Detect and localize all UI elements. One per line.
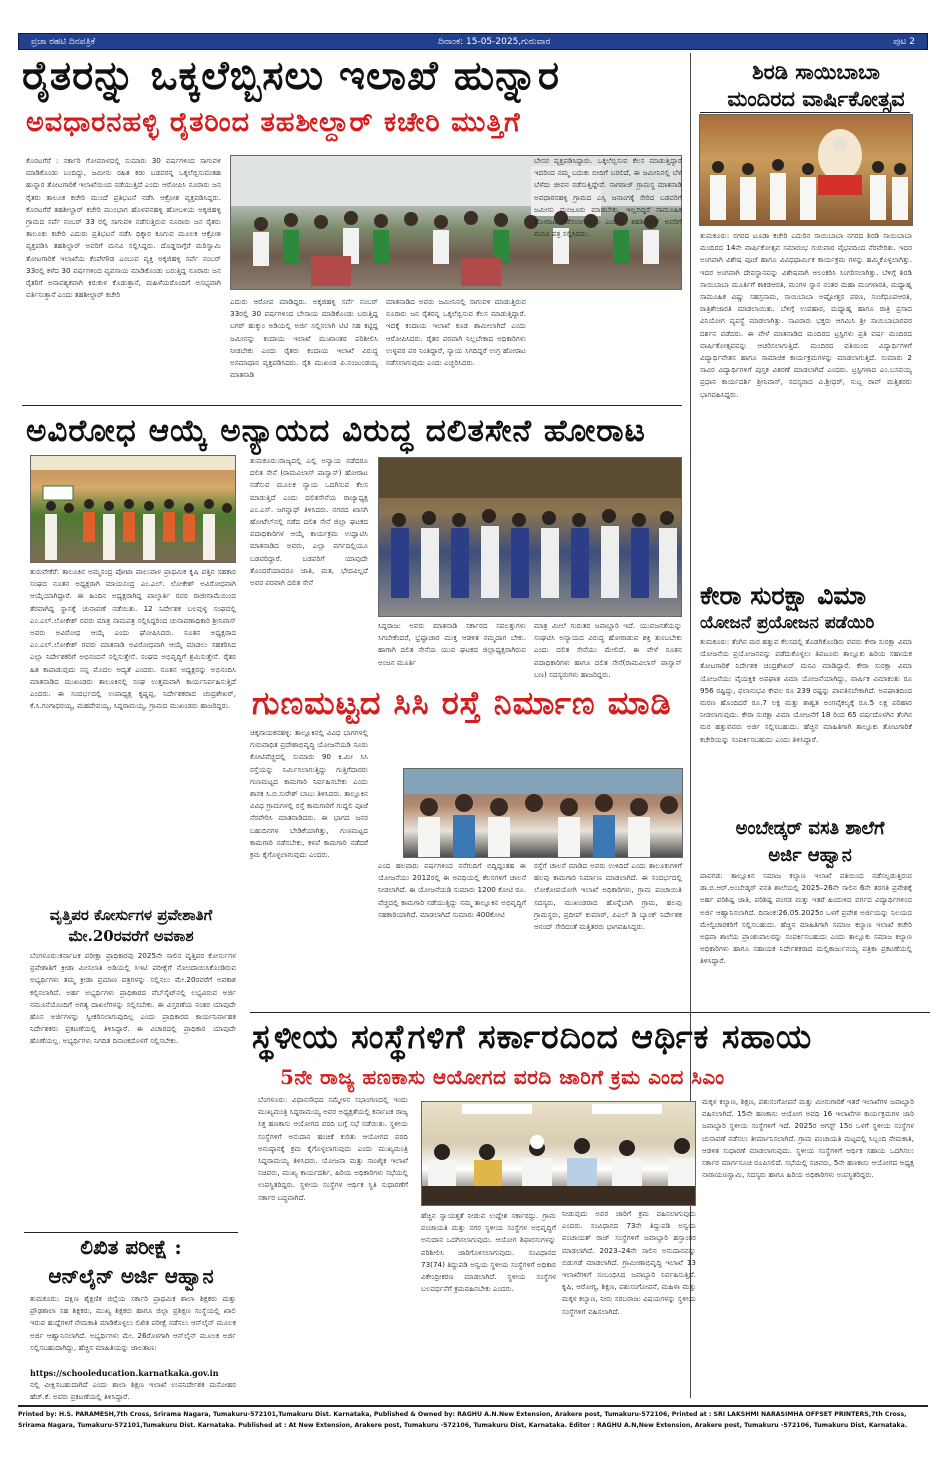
finance-col2: ಹೆಚ್ಚಿನ ಸ್ವಾಯತ್ತತೆ ನೀಡುವ ಉದ್ದೇಶ ಸರ್ಕಾರದ್ದು. ಗ್ರಾಮ ಪಂಚಾಯತಿ ಮತ್ತು ನಗರ ಸ್ಥಳೀಯ ಸಂಸ್ಥೆಗಳ ಅಭಿವೃದ್ಧಿಗೆ ಅನುದಾನ ಒದಗಿಸಲಾಗುವುದು. ಆಯೋಗ ಶಿಫಾರಸುಗಳನ್ನು ಪರಿಶೀಲಿಸಿ ಜಾರಿಗೊಳಿಸಲಾಗುವುದು. ಸಂವಿಧಾನದ 73(74) ತಿದ್ದುಪಡಿ ಅನ್ವಯ ಸ್ಥಳೀಯ ಸಂಸ್ಥೆಗಳಿಗೆ ಅಧಿಕಾರ ವಿಕೇಂದ್ರೀಕರಣ ಮಾಡಲಾಗಿದೆ. ಸ್ಥಳೀಯ ಸಂಸ್ಥೆಗಳ ಬಲವರ್ಧನೆಗೆ ಕ್ರಮವಹಿಸಬೇಕು ಎಂದರು. xyxy=(421,1211,556,1294)
kera-body: ತುಮಕೂರು: ತೆಂಗಿನ ಮರ ಹತ್ತುವ ಕೆಲಸದಲ್ಲಿ ತೊಡಗಿಕೊಂಡಿರು ವವರು ಕೇರಾ ಸುರಕ್ಷಾ ವಿಮಾ ಯೋಜನೆಯ ಪ್ರಯೋಜನವನ್ನು ಪಡೆದುಕೊಳ್ಳಲು ತಿಪಟೂರು ತಾಲ್ಲೂಕು ಹಿರಿಯ ಸಹಾಯಕ ತೋಟಗಾರಿಕೆ ನಿರ್ದೇಶಕ ಚಂದ್ರಶೇಖರ್ ಮನವಿ ಮಾಡಿದ್ದಾರೆ. ಕೇರಾ ಸುರಕ್ಷಾ ವಿಮಾ ಯೋಜನೆಯು ವೈಯಕ್ತಿಕ ಅಪಘಾತ ವಿಮಾ ಯೋಜನೆಯಾಗಿದ್ದು, ವಾರ್ಷಿಕ ವಿಮಾಕಂತು ರೂ 956 ರಷ್ಟಿದ್ದು, ಫಲಾನುಭವಿ ಕೇವಲ ರೂ 239 ರಷ್ಟನ್ನು ಪಾವತಿಸಬೇಕಾಗಿದೆ. ಅಪಘಾತದಿಂದ ಮರಣ ಹೊಂದಿದರೆ ರೂ.7 ಲಕ್ಷ ಮತ್ತು ಶಾಶ್ವತ ಅಂಗವೈಕಲ್ಯಕ್ಕೆ ರೂ.5 ಲಕ್ಷ ಪರಿಹಾರ ನೀಡಲಾಗುವುದು. ಕೇರಾ ಸುರಕ್ಷಾ ವಿಮಾ ಯೋಜನೆಗೆ 18 ರಿಂದ 65 ವರ್ಷದೊಳಗಿನ ತೆಂಗಿನ ಮರ ಹತ್ತುವವರು ಅರ್ಜಿ ಸಲ್ಲಿಸಬಹುದು. ಹೆಚ್ಚಿನ ಮಾಹಿತಿಗಾಗಿ ತಾಲ್ಲೂಕು ತೋಟಗಾರಿಕೆ ಕಚೇರಿಯನ್ನು ಸಂಪರ್ಕಿಸಬಹುದು ಎಂದು ತಿಳಿಸಿದ್ದಾರೆ. xyxy=(700,637,912,744)
farmers-col4: ಬೇಸರ ವ್ಯಕ್ತಪಡಿಸಿದ್ದಾರು. ಒಕ್ಕಲೆಬ್ಬಿಸುವ ಕೆಲಸ ಮಾಡುತ್ತಿದ್ದಾರೆ ಇದರಿಂದ ನಮ್ಮ ಬದುಕು ಬೀದಿಗೆ ಬರಲಿದೆ, ಈ ಜಮೀನಿನಲ್ಲಿ ಬೆಳೆ ಬೆಳೆದು ಜೀವನ ನಡೆಸುತ್ತಿದ್ದೇವೆ. ನಾಗರಾಜ್ ಗ್ರಾಮಸ್ಥ ಮಾತನಾಡಿ ಅವಧಾರನಹಳ್ಳಿ ಗ್ರಾಮದ ಎಸ್ಸಿ ಜನಾಂಗಕ್ಕೆ ಸೇರಿದ ಬಡವರಿಗೆ ಜಮೀನು ಮಂಜೂರು ಮಾಡಬೇಕು, ಇಲ್ಲದಿದ್ದರೆ ಸಾಮೂಹಿಕ ಹೋರಾಟ ನಡೆಸಲಾಗುವುದು ಎಂದರು. ತಹಶೀಲ್ದಾರ್ ಅವರಿಗೆ ಮನವಿ ಪತ್ರ ಸಲ್ಲಿಸಿದರು. xyxy=(534,156,682,239)
imprint-line-2: Srirama Nagara, Tumakuru-572101,Tumakuru Dist. Karnataka. Published at : At New Extension, Arakere post, Tumakuru -572106, Tumakuru Dist, Karnataka. Editor : RAGHU A.N,New Extension, Arakere post, Tumakuru -572106, Tumakuru Dist, Karnataka. xyxy=(18,1422,908,1429)
ambedkar-headline-1: ಅಂಬೇಡ್ಕರ್ ವಸತಿ ಶಾಲೆಗೆ xyxy=(735,818,885,839)
ambedkar-body: ಪಾವಗಡ: ತಾಲ್ಲೂಕಿನ ಸಮಾಜ ಕಲ್ಯಾಣ ಇಲಾಖೆ ವತಿಯಿಂದ ನಡೆಸಲ್ಪಡುತ್ತಿರುವ ಡಾ.ಬಿ.ಆರ್.ಅಂಬೇಡ್ಕರ್ ವಸತಿ ಶಾಲೆಯಲ್ಲಿ 2025–26ನೇ ಸಾಲಿನ 6ನೇ ತರಗತಿ ಪ್ರವೇಶಕ್ಕೆ ಅರ್ಹ ಪರಿಶಿಷ್ಟ ಜಾತಿ, ಪರಿಶಿಷ್ಟ ಪಂಗಡ ಮತ್ತು ಇತರೆ ಹಿಂದುಳಿದ ವರ್ಗದ ವಿದ್ಯಾರ್ಥಿಗಳಿಂದ ಅರ್ಜಿ ಆಹ್ವಾನಿಸಲಾಗಿದೆ. ದಿನಾಂಕ:26.05.2025ರ ಒಳಗೆ ಪ್ರವೇಶ ಅರ್ಜಿಯನ್ನು ನಿಲಯದ ಮೇಲ್ವಿಚಾರಕರಿಗೆ ಸಲ್ಲಿಸಬಹುದು. ಹೆಚ್ಚಿನ ಮಾಹಿತಿಗಾಗಿ ಸಮಾಜ ಕಲ್ಯಾಣ ಇಲಾಖೆ ಕಚೇರಿ ಅಥವಾ ಶಾಲೆಯ ಪ್ರಾಂಶುಪಾಲರನ್ನು ಸಂಪರ್ಕಿಸಬಹುದು ಎಂದು ತಾಲ್ಲೂಕು ಸಮಾಜ ಕಲ್ಯಾಣ ಅಧಿಕಾರಿಗಳು ಹಾಗೂ ಸಹಾಯಕ ನಿರ್ದೇಶಕರಾದ ಮಲ್ಲಿಕಾರ್ಜುನಯ್ಯ ಪತ್ರಿಕಾ ಪ್ರಕಟಣೆಯಲ್ಲಿ ತಿಳಿಸಿದ್ದಾರೆ. xyxy=(700,871,912,966)
garland-group-illustration xyxy=(31,456,236,563)
road-inauguration-photo xyxy=(403,768,683,858)
dalit-col3: ಸಿದ್ದರಾಜು ಅವರು ಮಾತನಾಡಿ ಸರ್ಕಾರದ ಸವಲತ್ತುಗಳು ಸಿಗಬೇಕೆಂದರೆ, ಭ್ರಷ್ಟಾಚಾರ ಮುಕ್ತ ಆಡಳಿತ ನಮ್ಮದಾಗ ಬೇಕು. ಹಾಗಾಗಿ ದಲಿತ ಸೇನೆಯ ಯುವ ಘಟಕದ ಜಿಲ್ಲಾಧ್ಯಕ್ಷರಾಗಿರುವ ಅಂಜನ ಮೂರ್ತಿ xyxy=(378,621,526,667)
dalit-col4: ಮಾತ್ರ ಮೀಲೆ ಗುರುತರ ಜವಾಬ್ದಾರಿ ಇದೆ. ಯುವಜನತೆಯನ್ನು ಸಂಘಟಿಸಿ ಅನ್ಯಾಯದ ವಿರುದ್ಧ ಹೋರಾಡುವ ಶಕ್ತಿ ತುಂಬಬೇಕು ಎಂದು ದಲಿತ ಸೇನೆಯು ಮೇಲಿದೆ. ಈ ವೇಳೆ ನೂತನ ಪದಾಧಿಕಾರಿಗಳು ಹಾಗೂ ದಲಿತ ಸೇನೆ(ರಾಮವಿಲಾಸ್ ಪಾಸ್ವಾನ್ ಬಣ) ಸದಸ್ಯರುಗಳು ಹಾಜರಿದ್ದರು. xyxy=(534,621,682,679)
shirdi-temple-photo xyxy=(699,114,913,226)
finance-rule xyxy=(250,1012,930,1013)
farmers-col3: ಮಾತನಾಡಿದ ಅವರು ಜಮೀನಿನಲ್ಲಿ ಸಾಗುವಳಿ ಮಾಡುತ್ತಿರುವ ನೂರಾರು ಜನ ರೈತರನ್ನ ಒಕ್ಕಲೆಬ್ಬಿಸುವ ಕೆಲಸ ಮಾಡುತ್ತಿದ್ದಾರೆ. ಇದಕ್ಕೆ ಕಂದಾಯ ಇಲಾಖೆ ಕೂಡ ಶಾಮೀಲಾಗಿದೆ ಎಂದು ಆರೋಪಿಸಿದರು. ರೈತರ ಪರವಾಗಿ ನಿಲ್ಲಬೇಕಾದ ಅಧಿಕಾರಿಗಳು ಉಳ್ಳವರ ಪರ ನಿಂತಿದ್ದಾರೆ, ನ್ಯಾಯ ಸಿಗದಿದ್ದರೆ ಉಗ್ರ ಹೋರಾಟ ನಡೆಸಲಾಗುವುದು ಎಂದು ಎಚ್ಚರಿಸಿದರು. xyxy=(386,297,526,368)
farmers-col1: ಕೊರಟಗೆರೆ : ಸರ್ಕಾರಿ ಗೋಮಾಳದಲ್ಲಿ ಸುಮಾರು 30 ವರ್ಷಗಳಿಂದ ಸಾಗುವಳಿ ಮಾಡಿಕೊಂಡು ಬಂದಿದ್ದು, ಜಮೀನು ರಹಿತ ಕಡು ಬಡವರನ್ನ ಒಕ್ಕಲೆಬ್ಬಿಸುವಂತಹ ಹುನ್ನಾರ ತೋಟಗಾರಿಕೆ ಇಲಾಖೆಯಿಂದ ನಡೆಯುತ್ತಿದೆ ಎಂದು ಆರೋಪಿಸಿ ನೂರಾರು ಜನ ರೈತರು ತಾಲೂಕ ಕಚೇರಿ ಮುಂದೆ ಪ್ರತಿಭಟನೆ ನಡೆಸಿ ಆಕ್ರೋಶ ವ್ಯಕ್ತಪಡಿಸಿದ್ದರು. ಕೊರಟಗೆರೆ ತಹಶೀಲ್ದಾರ್ ಕಚೇರಿ ಮುಂಭಾಗ ಹೊಳವನಹಳ್ಳಿ ಹೋಬಳಿಯ ಅಕ್ಕಜಿಹಳ್ಳಿ ಗ್ರಾಮದ ಸರ್ವೆ ನಂಬರ್ 33 ರಲ್ಲಿ ಸಾಗುವಳಿ ನಡೆಸುತ್ತಿರುವ ನೂರಾರು ಜನ ರೈತರು ತಾಲೂಕು ಕಚೇರಿ ಎದುರು ಪ್ರತಿಭಟನೆ ನಡೆಸಿ ಧಿಕ್ಕಾರ ಕೂಗುವ ಮೂಲಕ ಆಕ್ರೋಶ ವ್ಯಕ್ತಪಡಿಸಿ ತಹಶಿಲ್ದಾರ್ ಅವರಿಗೆ ಮನವಿ ಸಲ್ಲಿಸಿದ್ದರು. ದೊಡ್ಡಸಾಗ್ಗೆರೆ ಮರಿಸ್ವಾಮಿ ತೋಟಗಾರಿಕೆ ಇಲಾಖೆಯ ಕೆಂಪೇಗೌಡ ಎಂಬುವ ವ್ಯಕ್ತಿ ಅಕ್ಕಜಿಹಳ್ಳಿ ಸರ್ವೆ ನಂಬರ್ 33ರಲ್ಲಿ ಕಳೆದ 30 ವರ್ಷಗಳಿಂದ ವ್ಯವಸಾಯ ಮಾಡಿಕೊಂಡು ಬರುತ್ತಿದ್ದ ನೂರಾರು ಜನ ರೈತರಿಗೆ ಅನಾವಶ್ಯಕವಾಗಿ ಕಿರುಕುಳ ಕೊಡುತ್ತಾನೆ, ಮಹಿಳೆಯರೊಂದಿಗೆ ಅಸಭ್ಯವಾಗಿ ವರ್ತಿಸುತ್ತಾನೆ ಎಂದು ತಹಶೀಲ್ದಾರ್ ಕಚೇರಿ xyxy=(26,156,221,300)
dalit-col1: ತುರುವೇಕೆರೆ: ತಾಲೂಕಿನ ಅಮ್ಮಸಂದ್ರ ಪೋಟಾ ಪಾಲುವಾಳ ಪ್ರಾಥಮಿಕ ಕೃಷಿ ಪತ್ತಿನ ಸಹಕಾರ ಸಂಘದ ನೂತನ ಅಧ್ಯಕ್ಷರಾಗಿ ಮಾಯಸಂದ್ರ ಎಂ.ಎಲ್. ಲೋಕೇಶ್ ಅವಿರೋಧವಾಗಿ ಆಯ್ಕೆಯಾಗಿದ್ದಾರೆ. ಈ ಹಿಂದಿನ ಅಧ್ಯಕ್ಷರಾಗಿದ್ದ ಪಾಲ್ಕಾರ್ತಿ ರವರ ರಾಜೀನಾಮೆಯಿಂದ ತೆರವಾಗಿದ್ದ ಸ್ಥಾನಕ್ಕೆ ಚುನಾವಣೆ ನಡೆಯಿತು. 12 ನಿರ್ದೇಶಕ ಬಲವುಳ್ಳ ಸಂಘದಲ್ಲಿ ಎಂ.ಎಲ್.ಲೋಕೇಶ್ ರವರು ಮಾತ್ರ ನಾಮಪತ್ರ ಸಲ್ಲಿಸಿದ್ದರಿಂದ ಚುನಾವಣಾಧಿಕಾರಿ ಶ್ರೀನಿವಾಸ್ ಅವರು ಅವಿರೋಧ ಆಯ್ಕೆ ಎಂದು ಘೋಷಿಸಿದರು. ನೂತನ ಅಧ್ಯಕ್ಷರಾದ ಎಂ.ಎಲ್.ಲೋಕೇಶ್ ರವರು ಮಾತನಾಡಿ ಅವಿರೋಧವಾಗಿ ಆಯ್ಕೆ ಮಾಡಲು ಸಹಕರಿಸಿದ ಎಲ್ಲಾ ನಿರ್ದೇಶಕರಿಗೆ ಅಭಿನಂದನೆ ಸಲ್ಲಿಸುತ್ತೇನೆ. ಸಂಘದ ಅಭಿವೃದ್ಧಿಗೆ ಶ್ರಮಿಸುತ್ತೇನೆ. ರೈತರ ಹಿತ ಕಾಪಾಡುವುದು ನನ್ನ ಮೊದಲ ಆದ್ಯತೆ ಎಂದರು. ನೂತನ ಅಧ್ಯಕ್ಷರನ್ನು ಅಭಿನಂದಿಸಿ ಮಾತನಾಡಿದ ಮುಖಂಡರು ತಾಲೂಕಿನಲ್ಲಿ ಸಂಘ ಉತ್ತಮವಾಗಿ ಕಾರ್ಯನಿರ್ವಹಿಸುತ್ತಿದೆ ಎಂದರು. ಈ ಸಂದರ್ಭದಲ್ಲಿ ಉಪಾಧ್ಯಕ್ಷ ಕೃಷ್ಣಪ್ಪ, ನಿರ್ದೇಶಕರಾದ ಚಂದ್ರಶೇಖರ್, ಕೆ.ಸಿ.ಗಂಗಾಧರಯ್ಯ, ಮಹದೇವಯ್ಯ, ಸಿದ್ದರಾಮಯ್ಯ, ಗ್ರಾಮದ ಮುಖಂಡರು ಹಾಜರಿದ್ದರು. xyxy=(30,567,236,711)
issue-date: ದಿನಾಂಕ: 15-05-2025,ಗುರುವಾರ xyxy=(438,36,551,47)
section-rule xyxy=(22,405,682,406)
exam-url-link[interactable]: https://schooleducation.karnatkaka.gov.in xyxy=(30,1368,219,1378)
dalit-headline: ಅವಿರೋಧ ಆಯ್ಕೆ ಅನ್ಯಾಯದ ವಿರುದ್ಧ ದಲಿತಸೇನೆ ಹೋರಾಟ xyxy=(26,413,646,449)
masthead-bar xyxy=(18,33,928,50)
ceremony-illustration xyxy=(404,769,683,858)
ambedkar-headline-2: ಅರ್ಜಿ ಆಹ್ವಾನ xyxy=(768,845,852,866)
dalit-sena-photo xyxy=(378,457,682,617)
dalit-col2: ತುಮಕೂರು:ರಾಜ್ಯದಲ್ಲಿ ಎಲ್ಲಿ ಅನ್ಯಾಯ ನಡೆದರೂ ದಲಿತ ಸೇನೆ (ರಾಮವಿಲಾಸ್ ಪಾಸ್ವಾನ್) ಹೋರಾಟ ನಡೆಸುವ ಮೂಲಕ ನ್ಯಾಯ ಒದಗಿಸುವ ಕೆಲಸ ಮಾಡುತ್ತಿದೆ ಎಂದು ದಲಿತಸೇನೆಯ ರಾಜ್ಯಾಧ್ಯಕ್ಷ ಎಂ.ಎಸ್. ಜಗನ್ನಾಥ್ ತಿಳಿಸಿದರು. ನಗರದ ಖಾಸಗಿ ಹೋಟೆಲ್‌ನಲ್ಲಿ ನಡೆದ ದಲಿತ ಸೇನೆ ಜಿಲ್ಲಾ ಘಟಕದ ಪದಾಧಿಕಾರಿಗಳ ಆಯ್ಕೆ ಕಾರ್ಯಕ್ರಮ ಉದ್ಘಾಟಿಸಿ ಮಾತನಾಡಿದ ಅವರು, ಎಲ್ಲಾ ವರ್ಗದಲ್ಲಿಯೂ ಬಡವರಿದ್ದಾರೆ. ಬಡವರಿಗೆ ಯಾವುದೇ ತೊಂದರೆಯಾದರೂ ಜಾತಿ, ಮತ, ಭೇದವಿಲ್ಲದೆ ಅವರ ಪರವಾಗಿ ದಲಿತ ಸೇನೆ xyxy=(250,456,368,588)
farmers-headline: ರೈತರನ್ನು ಒಕ್ಕಲೆಬ್ಬಿಸಲು ಇಲಾಖೆ ಹುನ್ನಾರ xyxy=(22,52,561,99)
vocational-body: ಬೆಂಗಳೂರು:ಕರ್ನಾಟಕ ಪರೀಕ್ಷಾ ಪ್ರಾಧಿಕಾರವು 2025ನೇ ಸಾಲಿನ ವೃತ್ತಿಪರ ಕೋರ್ಸುಗಳ ಪ್ರವೇಶಾತಿಗೆ ಕ್ರೀಡಾ ಮೀಸಲಾತಿ ಅಡಿಯಲ್ಲಿ ಸಿಇಟಿ ಪರೀಕ್ಷೆಗೆ ನೋಂದಾಯಿಸಿಕೊಂಡಿರುವ ಅಭ್ಯರ್ಥಿಗಳು ತಮ್ಮ ಕ್ರೀಡಾ ಪ್ರಮಾಣ ಪತ್ರಗಳನ್ನು ಸಲ್ಲಿಸಲು ಮೇ.20ರವರೆಗೆ ಅವಕಾಶ ಕಲ್ಪಿಸಲಾಗಿದೆ. ಅರ್ಹ ಅಭ್ಯರ್ಥಿಗಳು ಪ್ರಾಧಿಕಾರದ ವೆಬ್‌ಸೈಟ್‌ನಲ್ಲಿ ಲಭ್ಯವಿರುವ ಅರ್ಜಿ ನಮೂನೆಯೊಂದಿಗೆ ಅಗತ್ಯ ದಾಖಲೆಗಳನ್ನು ಸಲ್ಲಿಸಬೇಕು. ಈ ವಿಸ್ತರಣೆಯ ನಂತರ ಯಾವುದೇ ಹೊಸ ಅರ್ಜಿಗಳನ್ನು ಸ್ವೀಕರಿಸಲಾಗುವುದಿಲ್ಲ ಎಂದು ಪ್ರಾಧಿಕಾರದ ಕಾರ್ಯನಿರ್ವಾಹಕ ನಿರ್ದೇಶಕರು ಪ್ರಕಟಣೆಯಲ್ಲಿ ತಿಳಿಸಿದ್ದಾರೆ. ಈ ವಿಚಾರದಲ್ಲಿ ಪ್ರಾಧಿಕಾರ ಯಾವುದೇ ಹೊಣೆಯಲ್ಲ. ಅಭ್ಯರ್ಥಿಗಳು ನಿಗದಿತ ದಿನಾಂಕದೊಳಗೆ ಸಲ್ಲಿಸಬೇಕು. xyxy=(30,951,236,1046)
finance-col4: ಮಕ್ಕಳ ಕಲ್ಯಾಣ, ಶಿಕ್ಷಣ, ಪಶುಸಂಗೋಪನೆ ಮತ್ತು ಮೀನುಗಾರಿಕೆ ಇತರೆ ಇಲಾಖೆಗಳ ಜವಾಬ್ದಾರಿ ವಹಿಸಲಾಗಿದೆ. 15ನೇ ಹಣಕಾಸು ಆಯೋಗ ಅವಧಿ 16 ಇಲಾಖೆಗಳ ಕಾರ್ಯಕ್ರಮಗಳ ಜಾರಿ ಜವಾಬ್ದಾರಿ ಸ್ಥಳೀಯ ಸಂಸ್ಥೆಗಳಿಗೆ ಇದೆ. 2025ರ ಆಗಸ್ಟ್ 15ರ ಒಳಗೆ ಸ್ಥಳೀಯ ಸಂಸ್ಥೆಗಳ ಚುನಾವಣೆ ನಡೆಸಲು ತೀರ್ಮಾನಿಸಲಾಗಿದೆ. ಗ್ರಾಮ ಪಂಚಾಯತಿ ಮಟ್ಟದಲ್ಲಿ ಸಿಬ್ಬಂದಿ ನೇಮಕಾತಿ, ಆಡಳಿತ ಸುಧಾರಣೆ ಮಾಡಲಾಗುವುದು. ಸ್ಥಳೀಯ ಸಂಸ್ಥೆಗಳಿಗೆ ಆರ್ಥಿಕ ಸಹಾಯ ಒದಗಿಸಲು ಸರ್ಕಾರ ಮಾರ್ಗಸೂಚಿ ರೂಪಿಸಲಿದೆ. ಸಭೆಯಲ್ಲಿ ಸಚಿವರು, 5ನೇ ಹಣಕಾಸು ಆಯೋಗದ ಅಧ್ಯಕ್ಷ ನಾರಾಯಣಸ್ವಾಮಿ, ಸದಸ್ಯರು ಹಾಗೂ ಹಿರಿಯ ಅಧಿಕಾರಿಗಳು ಉಪಸ್ಥಿತರಿದ್ದರು. xyxy=(702,1097,914,1180)
page-number: ಪುಟ 2 xyxy=(893,36,915,47)
farmers-subheadline: ಅವಧಾರನಹಳ್ಳಿ ರೈತರಿಂದ ತಹಶೀಲ್ದಾರ್ ಕಚೇರಿ ಮುತ್ತಿಗೆ xyxy=(26,107,521,138)
temple-illustration xyxy=(700,115,913,226)
kera-headline-1: ಕೇರಾ ಸುರಕ್ಷಾ ವಿಮಾ xyxy=(700,581,867,610)
imprint-footer xyxy=(18,1405,928,1431)
finance-headline: ಸ್ಥಳೀಯ ಸಂಸ್ಥೆಗಳಿಗೆ ಸರ್ಕಾರದಿಂದ ಆರ್ಥಿಕ ಸಹಾಯ xyxy=(252,1017,813,1056)
shirdi-rule xyxy=(700,112,910,113)
vocational-headline-2: ಮೇ.20ರವರೆಗೆ ಅವಕಾಶ xyxy=(68,927,194,945)
vocational-headline-1: ವೃತ್ತಿಪರ ಕೋರ್ಸುಗಳ ಪ್ರವೇಶಾತಿಗೆ xyxy=(49,906,213,924)
exam-headline-2: ಆನ್‌ಲೈನ್ ಅರ್ಜಿ ಆಹ್ವಾನ xyxy=(48,1264,214,1288)
imprint-line-1: Printed by: H.S. PARAMESH,7th Cross, Srirama Nagara, Tumakuru-572101,Tumakuru Dist. Karnataka, Published & Owned by: RAGHU A.N.New Extension, Arakere post, Tumakuru-572106, Printed at : SRI LAKSHMI NARASIMHA OFFSET PRINTERS,7th Cross, xyxy=(18,1411,907,1418)
group-illustration xyxy=(379,458,682,617)
farmers-col2: ಎದುರು ಆರೋಪ ಮಾಡಿದ್ದರು. ಅಕ್ಕಜಿಹಳ್ಳಿ ಸರ್ವೆ ನಂಬರ್ 33ರಲ್ಲಿ 30 ವರ್ಷಗಳಿಂದ ಬೇಸಾಯ ಮಾಡಿಕೊಂಡು ಬರುತ್ತಿದ್ದ ಬಗರ್ ಹುಕ್ಕುಂ ಅಡಿಯಲ್ಲಿ ಅರ್ಜಿ ಸಲ್ಲಿಸಲಾಗಿ ಟಿಟಿ ಸಹ ಕಟ್ಟಿದ್ದ ಜಮೀನನ್ನು ಕಂದಾಯ ಇಲಾಖೆ ಮುಖಾಂತರ ಪರಿಶೀಲಿಸಿ ನೀಡಬೇಕು ಎಂದು ರೈತರು ಕಂದಾಯ ಇಲಾಖೆ ವಿರುದ್ಧ ಅಸಮಾಧಾನ ವ್ಯಕ್ತಪಡಿಸಿದರು. ರೈತ ಮುಖಂಡ ಪಿ.ನಂಜುಂಡಯ್ಯ ಮಾತನಾಡಿ xyxy=(230,297,378,380)
road-col2: ಎಂದ ಹಲವಾರು ವರ್ಷಗಳಿಂದ ನನೆಗುದಿಗೆ ಬಿದ್ದಿದ್ದಂತಹ ಈ ಯೋಜನೆಯು 2012ರಲ್ಲಿ ಈ ಅವಧಿಯಲ್ಲಿ ಕೆಲಸಗಳಿಗೆ ಚಾಲನೆ ನೀಡಲಾಗಿದೆ. ಈ ಯೋಜನೆಯಡಿ ಸುಮಾರು 1200 ಕೋಟಿ ರೂ. ವೆಚ್ಚದಲ್ಲಿ ಕಾಮಗಾರಿ ನಡೆಯುತ್ತಿದ್ದು ನಮ್ಮ ತಾಲ್ಲೂಕಿನ ಅಭಿವೃದ್ಧಿಗೆ ಸಹಕಾರಿಯಾಗಿದೆ. ಮಾಡಲಾಗಿದೆ ಸುಮಾರು 400ಕೋಟಿ xyxy=(378,861,526,919)
shirdi-headline-1: ಶಿರಡಿ ಸಾಯಿಬಾಬಾ xyxy=(752,59,880,84)
kera-headline-2: ಯೋಜನೆ ಪ್ರಯೋಜನ ಪಡೆಯಿರಿ xyxy=(700,613,875,633)
shirdi-body: ತುಮಕೂರು: ನಗರದ ಟೂಡಾ ಕಚೇರಿ ಎದುರಿನ ಸಾಯಿಬಾಬಾ ನಗರದ ಶಿರಡಿ ಸಾಯಿಬಾಬಾ ಮಂದಿರದ 14ನೇ ವಾರ್ಷಿಕೋತ್ಸವ ಸಮಾರಂಭ ಗುರುವಾರ ವೈಭವದಿಂದ ನೆರವೇರಿತು. ಇದರ ಅಂಗವಾಗಿ ವಿಶೇಷ ಪೂಜೆ ಹಾಗೂ ವಿವಿಧಧಾರ್ಮಿಕ ಕಾರ್ಯಕ್ರಮ ಗಳನ್ನು ಹಮ್ಮಿಕೊಳ್ಳಲಾಗಿತ್ತು. ಇದರ ಅಂಗವಾಗಿ ದೇವಸ್ಥಾನವನ್ನು ವಿಶೇಷವಾಗಿ ಅಲಂಕರಿಸಿ ಸಿಂಗರಿಸಲಾಗಿತ್ತು. ಬೆಳಿಗ್ಗೆ ಶಿರಡಿ ಸಾಯಿಬಾಬಾ ಮೂರ್ತಿಗೆ ಕಾಕಡಆರತಿ, ಮಂಗಳ ಸ್ನಾನ ನಂತರ ಮಹಾ ಮಂಗಳಾರತಿ, ಮಧ್ಯಾಹ್ನ ಸಾಮೂಹಿಕ ವಿಷ್ಣು ಸಹಸ್ರನಾಮ, ಸಾಯಿಬಾಬಾ ಅಷ್ಟೋತ್ತರ ಪಠಣ, ಸಂಜೆಧೂಪಆರತಿ, ರಾತ್ರಿಶೇಜಾರತಿ ಮಾಡಲಾಯಿತು. ಬೆಳಿಗ್ಗೆ ಉಪಹಾರ, ಮಧ್ಯಾಹ್ನ ಹಾಗೂ ರಾತ್ರಿ ಪ್ರಸಾದ ವಿನಿಯೋಗ ವ್ಯವಸ್ಥೆ ಮಾಡಲಾಗಿತ್ತು. ಸಾವಿರಾರು ಭಕ್ತರು ಆಗಮಿಸಿ ಶ್ರೀ ಸಾಯಿಬಾಬಾರವರ ದರ್ಶನ ಪಡೆದರು. ಈ ವೇಳೆ ಮಾತನಾಡಿದ ಮಂದಿರದ ಟ್ರಸ್ಟಿಗಳು ಪ್ರತಿ ವರ್ಷ ಮಂದಿರದ ವಾರ್ಷಿಕೋತ್ಸವವನ್ನು ಆಚರಿಸಲಾಗುತ್ತಿದೆ. ಮಂದಿರದ ವತಿಯಿಂದ ವಿದ್ಯಾರ್ಥಿಗಳಿಗೆ ವಿದ್ಯಾರ್ಥಿವೇತನ ಹಾಗೂ ಸಾಮಾಜಿಕ ಕಾರ್ಯಕ್ರಮಗಳನ್ನು ಮಾಡಲಾಗುತ್ತಿದೆ. ಸುಮಾರು 2 ಸಾವಿರ ವಿದ್ಯಾರ್ಥಿಗಳಿಗೆ ಪುಸ್ತಕ ವಿತರಣೆ ಮಾಡಲಾಗಿದೆ ಎಂದರು. ಟ್ರಸ್ಟಿಗಳಾದ ಎಂ.ಬಸವಯ್ಯ ಪ್ರಧಾನ ಕಾರ್ಯದರ್ಶಿ ಶ್ರೀನಿವಾಸ್, ಸದಸ್ಯರಾದ ವಿ.ಶ್ರೀಧರ್, ಸುಬ್ಬ ರಾವ್ ಮತ್ತಿತರರು ಭಾಗವಹಿಸಿದ್ದರು. xyxy=(700,231,912,399)
finance-col3: ನೀಡುವುದು ಅವರ ಜಾರಿಗೆ ಕ್ರಮ ವಹಿಸಲಾಗುವುದು ಎಂದರು. ಸಂವಿಧಾನದ 73ನೇ ತಿದ್ದುಪಡಿ ಅನ್ವಯ ಪಂಚಾಯತ್ ರಾಜ್ ಸಂಸ್ಥೆಗಳಿಗೆ ಜವಾಬ್ದಾರಿ ಹಸ್ತಾಂತರ ಮಾಡಲಾಗಿದೆ. 2023–24ನೇ ಸಾಲಿನ ಅನುದಾನವನ್ನು ಬಿಡುಗಡೆ ಮಾಡಲಾಗಿದೆ. ಗ್ರಾಮೀಣಾಭಿವೃದ್ಧಿ ಇಲಾಖೆ 13 ಇಲಾಖೆಗಳಿಗೆ ಸಂಬಂಧಿಸಿದ ಜವಾಬ್ದಾರಿ ನಿರ್ವಹಿಸುತ್ತಿದೆ. ಕೃಷಿ, ಆರೋಗ್ಯ, ಶಿಕ್ಷಣ, ಪಶುಸಂಗೋಪನೆ, ಮಹಿಳಾ ಮತ್ತು ಮಕ್ಕಳ ಕಲ್ಯಾಣ, ನೀರು ಸರಬರಾಜು ವಿಷಯಗಳನ್ನು ಸ್ಥಳೀಯ ಸಂಸ್ಥೆಗಳಿಗೆ ವಹಿಸಲಾಗಿದೆ. xyxy=(562,1209,696,1316)
road-col1: ಚಿಕ್ಕನಾಯಕನಹಳ್ಳಿ: ತಾಲ್ಲೂಕಿನಲ್ಲಿ ವಿವಿಧ ಭಾಗಗಳಲ್ಲಿ ಗುರುವಾಧಿತ ಪ್ರದೇಶಾಭಿವೃದ್ಧಿ ಯೋಜನೆಯಡಿ ನೂರು ಕೋಟಿವೆಚ್ಚದಲ್ಲಿ ಸುಮಾರು 90 ಕಿ.ಮೀ ಸಿಸಿ ರಸ್ತೆಯನ್ನು ನಿರ್ಮಿಸಲಾಗುತ್ತಿದ್ದು ಗುತ್ತಿಗೆದಾರರು ಗುಣಮಟ್ಟದ ಕಾಮಗಾರಿ ನಿರ್ವಹಿಸಬೇಕು ಎಂದು ಶಾಸಕ ಸಿ.ಬಿ.ಸುರೇಶ್ ಬಾಬು ತಿಳಿಸಿದರು. ತಾಲ್ಲೂಕಿನ ವಿವಿಧ ಗ್ರಾಮಗಳಲ್ಲಿ ರಸ್ತೆ ಕಾಮಗಾರಿಗೆ ಗುದ್ದಲಿ ಪೂಜೆ ನೆರವೇರಿಸಿ ಮಾತನಾಡಿದರು. ಈ ಭಾಗದ ಜನರ ಬಹುದಿನಗಳ ಬೇಡಿಕೆಯಾಗಿತ್ತು, ಗುಣಮಟ್ಟದ ಕಾಮಗಾರಿ ನಡೆಸಬೇಕು, ಕಳಪೆ ಕಾಮಗಾರಿ ನಡೆದರೆ ಕ್ರಮ ಕೈಗೊಳ್ಳಲಾಗುವುದು ಎಂದರು. xyxy=(250,728,368,860)
shirdi-headline-2: ಮಂದಿರದ ವಾರ್ಷಿಕೋತ್ಸವ xyxy=(727,86,905,111)
exam-body-end: ನಲ್ಲಿ ವೀಕ್ಷಿಸಬಹುದಾಗಿದೆ ಎಂದು ಶಾಲಾ ಶಿಕ್ಷಣ ಇಲಾಖೆ ಉಪನಿರ್ದೇಶಕ ಮನೋಹರ ಹೆಚ್.ಕೆ. ಅವರು ಪ್ರಕಟಣೆಯಲ್ಲಿ ತಿಳಿಸಿದ್ದಾರೆ. xyxy=(30,1380,236,1402)
dalit-coop-photo xyxy=(30,455,236,563)
exam-headline-1: ಲಿಖಿತ ಪರೀಕ್ಷೆ : xyxy=(80,1235,182,1259)
road-col3: ರಸ್ತೆಗೆ ಚಾಲನೆ ಮಾಡಿದ ಅವರು ಉಳಿದಿದೆ ಎಂದು ತಾಲೂಕುಗಳಿಗೆ ಹಲವು ಕಾಮಗಾರಿ ನಿರ್ಮಾಣ ಮಾಡಲಾಗಿದೆ. ಈ ಸಂದರ್ಭದಲ್ಲಿ ಲೋಕೋಪಯೋಗಿ ಇಲಾಖೆ ಅಧಿಕಾರಿಗಳು, ಗ್ರಾಮ ಪಂಚಾಯಿತಿ ಸದಸ್ಯರು, ಮುಖಂಡರಾದ ಹೊನ್ನೆಬಾಗಿ ಗ್ರಾಮ, ಹಲವು ಗ್ರಾಮಸ್ಥರು, ಪ್ರದೀಪ್ ಕುಮಾರ್, ಪಿಎಲ್ ಡಿ ಬ್ಯಾಂಕ್ ನಿರ್ದೇಶಕ ಆನಂದ್ ಸೇರಿದಂತೆ ಮತ್ತಿತರರು ಭಾಗವಹಿಸಿದ್ದರು. xyxy=(534,861,682,932)
finance-col1: ಬೆಂಗಳೂರು: ವಿಧಾನಸೌಧದ ಸಮ್ಮೇಳನ ಸಭಾಂಗಣದಲ್ಲಿ ಇಂದು ಮುಖ್ಯಮಂತ್ರಿ ಸಿದ್ದರಾಮಯ್ಯ ಅವರ ಅಧ್ಯಕ್ಷತೆಯಲ್ಲಿ ಕರ್ನಾಟಕ ರಾಜ್ಯ ಸಿಕ್ತ ಹಣಕಾಸು ಆಯೋಗದ ವರದಿ ಬಗ್ಗೆ ಸಭೆ ನಡೆಯಿತು. ಸ್ಥಳೀಯ ಸಂಸ್ಥೆಗಳಿಗೆ ಅನುದಾನ ಹಂಚಿಕೆ ಕುರಿತು ಆಯೋಗದ ವರದಿ ಅನುಷ್ಠಾನಕ್ಕೆ ಕ್ರಮ ಕೈಗೊಳ್ಳಲಾಗುವುದು ಎಂದು ಮುಖ್ಯಮಂತ್ರಿ ಸಿದ್ದರಾಮಯ್ಯ ತಿಳಿಸಿದರು. ಯೋಜನಾ ಮತ್ತು ಸಾಂಖ್ಯಿಕ ಇಲಾಖೆ ಸಚಿವರು, ಮುಖ್ಯ ಕಾರ್ಯದರ್ಶಿ, ಹಿರಿಯ ಅಧಿಕಾರಿಗಳು ಸಭೆಯಲ್ಲಿ ಉಪಸ್ಥಿತರಿದ್ದರು. ಸ್ಥಳೀಯ ಸಂಸ್ಥೆಗಳ ಆರ್ಥಿಕ ಸ್ಥಿತಿ ಸುಧಾರಣೆಗೆ ಸರ್ಕಾರ ಬದ್ಧವಾಗಿದೆ. xyxy=(258,1095,408,1202)
exam-body: ತುಮಕೂರು: ದಕ್ಷಿಣ ಶೈಕ್ಷಣಿಕ ಜಿಲ್ಲೆಯ ಸರ್ಕಾರಿ ಪ್ರಾಥಮಿಕ ಶಾಲಾ ಶಿಕ್ಷಕರು ಮತ್ತು ಪ್ರೌಢಶಾಲಾ ಸಹ ಶಿಕ್ಷಕರು, ಮುಖ್ಯ ಶಿಕ್ಷಕರು ಹಾಗೂ ಜಿಲ್ಲಾ ಪ್ರಶಿಕ್ಷಣ ಸಂಸ್ಥೆಯಲ್ಲಿ ಖಾಲಿ ಇರುವ ಹುದ್ದೆಗಳಿಗೆ ನೇಮಕಾತಿ ಮಾಡಿಕೊಳ್ಳಲು ಲಿಖಿತ ಪರೀಕ್ಷೆ ನಡೆಸಲು ಆನ್‌ಲೈನ್ ಮೂಲಕ ಅರ್ಜಿ ಆಹ್ವಾನಿಸಲಾಗಿದೆ. ಅಭ್ಯರ್ಥಿಗಳು ಮೇ. 26ರೊಳಗಾಗಿ ಆನ್‌ಲೈನ್ ಮೂಲಕ ಅರ್ಜಿ ಸಲ್ಲಿಸಬಹುದಾಗಿದ್ದು, ಹೆಚ್ಚಿನ ಮಾಹಿತಿಯನ್ನು ಜಾಲತಾಣ: xyxy=(30,1294,236,1352)
finance-subheadline: 5ನೇ ರಾಜ್ಯ ಹಣಕಾಸು ಆಯೋಗದ ವರದಿ ಜಾರಿಗೆ ಕ್ರಮ ಎಂದ ಸಿಎಂ xyxy=(280,1065,725,1089)
paper-name: ಪ್ರಜಾ ರಹಟಿ ದಿನಪತ್ರಿಕೆ xyxy=(31,36,96,47)
road-headline: ಗುಣಮಟ್ಟದ ಸಿಸಿ ರಸ್ತೆ ನಿರ್ಮಾಣ ಮಾಡಿ xyxy=(252,684,672,722)
